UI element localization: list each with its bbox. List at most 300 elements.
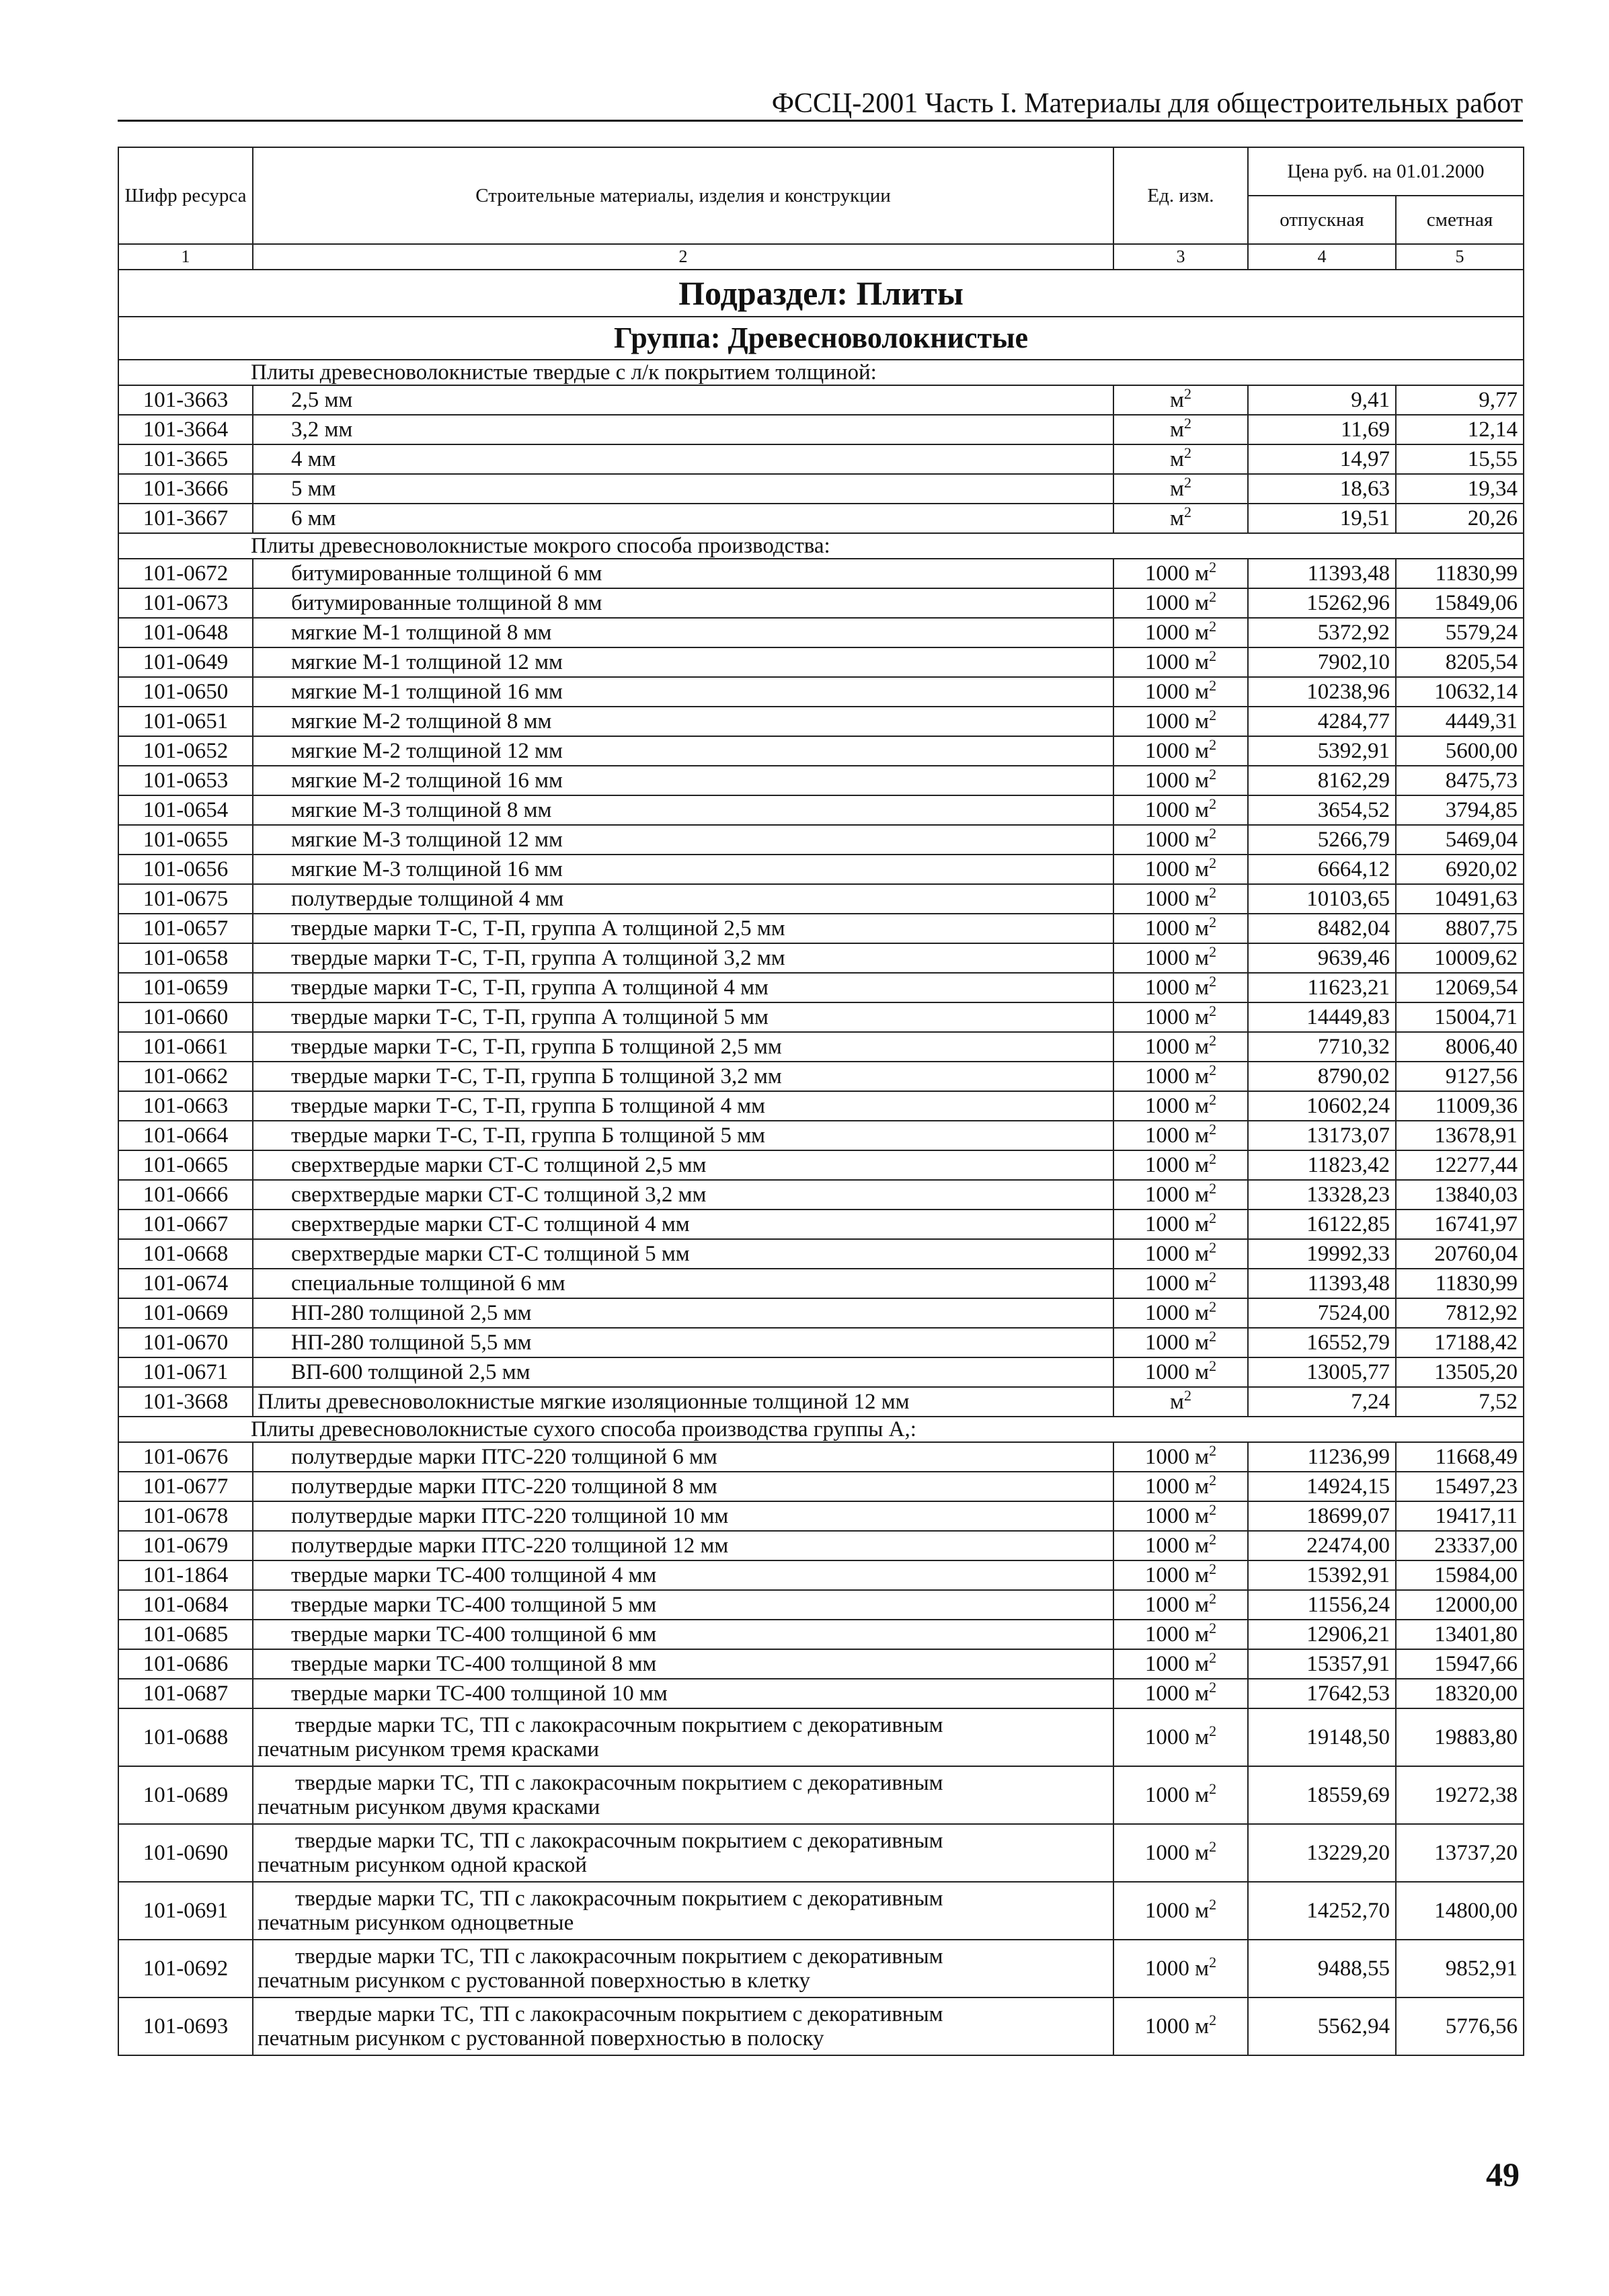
estimate-price: 5776,56 bbox=[1396, 1997, 1524, 2055]
table-row bbox=[118, 1882, 1524, 1940]
unit-text: 1000 м bbox=[1144, 946, 1210, 970]
release-price: 5266,79 bbox=[1248, 825, 1396, 855]
page-number: 49 bbox=[1486, 2155, 1520, 2193]
col-header-price-text: Цена руб. на 01.01.2000 bbox=[1287, 161, 1485, 182]
resource-code: 101-0689 bbox=[118, 1766, 253, 1824]
release-price: 15392,91 bbox=[1248, 1560, 1396, 1590]
unit-cell bbox=[1113, 677, 1248, 707]
unit-exponent: 2 bbox=[1209, 825, 1217, 842]
unit-text: 1000 м bbox=[1144, 1094, 1210, 1118]
col-header-estimate-text: сметная bbox=[1426, 209, 1493, 231]
unit-text: 1000 м bbox=[1144, 857, 1210, 881]
resource-code: 101-0692 bbox=[118, 1940, 253, 1997]
unit-text: м bbox=[1170, 477, 1184, 501]
unit-cell bbox=[1113, 1882, 1248, 1940]
release-price: 11623,21 bbox=[1248, 973, 1396, 1002]
estimate-price: 14800,00 bbox=[1396, 1882, 1524, 1940]
unit-text: м bbox=[1170, 506, 1184, 530]
unit-text: 1000 м bbox=[1144, 887, 1210, 911]
table-row bbox=[118, 855, 1524, 884]
unit-cell bbox=[1113, 943, 1248, 973]
unit-exponent: 2 bbox=[1209, 1121, 1217, 1138]
item-name-line1: твердые марки ТС, ТП с лакокрасочным покрытием с декоративным bbox=[295, 1887, 943, 1911]
unit-exponent: 2 bbox=[1209, 736, 1217, 753]
unit-text: 1000 м bbox=[1144, 1725, 1210, 1749]
resource-code: 101-0679 bbox=[118, 1531, 253, 1560]
item-name: твердые марки ТС-400 толщиной 6 мм bbox=[253, 1620, 1113, 1649]
release-price: 19148,50 bbox=[1248, 1708, 1396, 1766]
unit-cell bbox=[1113, 1590, 1248, 1620]
unit-exponent: 2 bbox=[1209, 1501, 1217, 1518]
estimate-price: 8807,75 bbox=[1396, 914, 1524, 943]
release-price: 9488,55 bbox=[1248, 1940, 1396, 1997]
release-price: 10103,65 bbox=[1248, 884, 1396, 914]
unit-text: м bbox=[1170, 447, 1184, 471]
resource-code: 101-3664 bbox=[118, 415, 253, 444]
unit-cell bbox=[1113, 618, 1248, 647]
col-header-release-text: отпускная bbox=[1280, 209, 1364, 231]
item-name: сверхтвердые марки СТ-С толщиной 4 мм bbox=[253, 1210, 1113, 1239]
estimate-price: 11830,99 bbox=[1396, 1269, 1524, 1298]
item-name: 5 мм bbox=[253, 474, 1113, 504]
release-price: 13328,23 bbox=[1248, 1180, 1396, 1210]
table-row bbox=[118, 444, 1524, 474]
unit-text: м bbox=[1170, 388, 1184, 412]
unit-exponent: 2 bbox=[1183, 504, 1191, 520]
release-price: 10238,96 bbox=[1248, 677, 1396, 707]
item-name bbox=[253, 1882, 1113, 1940]
unit-text: 1000 м bbox=[1144, 1183, 1210, 1207]
unit-cell bbox=[1113, 1091, 1248, 1121]
unit-exponent: 2 bbox=[1209, 973, 1217, 990]
unit-text: 1000 м bbox=[1144, 680, 1210, 704]
resource-code: 101-0660 bbox=[118, 1002, 253, 1032]
item-name-line1: твердые марки ТС, ТП с лакокрасочным покрытием с декоративным bbox=[295, 2002, 943, 2026]
table-row bbox=[118, 385, 1524, 415]
unit-cell bbox=[1113, 1501, 1248, 1531]
resource-code: 101-0667 bbox=[118, 1210, 253, 1239]
materials-price-table bbox=[118, 147, 1524, 2056]
estimate-price: 11009,36 bbox=[1396, 1091, 1524, 1121]
unit-exponent: 2 bbox=[1183, 415, 1191, 432]
unit-cell bbox=[1113, 1150, 1248, 1180]
item-name: твердые марки Т-С, Т-П, группа А толщиной 5 мм bbox=[253, 1002, 1113, 1032]
item-name: мягкие М-2 толщиной 8 мм bbox=[253, 707, 1113, 736]
estimate-price: 15,55 bbox=[1396, 444, 1524, 474]
release-price: 17642,53 bbox=[1248, 1679, 1396, 1708]
table-row bbox=[118, 504, 1524, 533]
resource-code: 101-0665 bbox=[118, 1150, 253, 1180]
item-name: твердые марки Т-С, Т-П, группа А толщиной 3,2 мм bbox=[253, 943, 1113, 973]
unit-exponent: 2 bbox=[1209, 1328, 1217, 1345]
unit-text: 1000 м bbox=[1144, 1622, 1210, 1647]
release-price: 14,97 bbox=[1248, 444, 1396, 474]
release-price: 18699,07 bbox=[1248, 1501, 1396, 1531]
estimate-price: 13737,20 bbox=[1396, 1824, 1524, 1882]
subgroup-label-row bbox=[118, 533, 1524, 559]
release-price: 7902,10 bbox=[1248, 647, 1396, 677]
table-row bbox=[118, 1679, 1524, 1708]
subgroup-label: Плиты древесноволокнистые мокрого способа производства: bbox=[118, 533, 1524, 559]
release-price: 12906,21 bbox=[1248, 1620, 1396, 1649]
estimate-price: 15849,06 bbox=[1396, 588, 1524, 618]
item-name: 3,2 мм bbox=[253, 415, 1113, 444]
estimate-price: 19883,80 bbox=[1396, 1708, 1524, 1766]
unit-cell bbox=[1113, 1328, 1248, 1357]
col-header-price bbox=[1248, 147, 1524, 196]
item-name: твердые марки Т-С, Т-П, группа Б толщиной 5 мм bbox=[253, 1121, 1113, 1150]
unit-cell bbox=[1113, 707, 1248, 736]
unit-exponent: 2 bbox=[1209, 943, 1217, 960]
resource-code: 101-0677 bbox=[118, 1472, 253, 1501]
unit-exponent: 2 bbox=[1209, 618, 1217, 635]
unit-cell bbox=[1113, 1940, 1248, 1997]
table-row bbox=[118, 766, 1524, 795]
item-name: полутвердые марки ПТС-220 толщиной 6 мм bbox=[253, 1442, 1113, 1472]
unit-exponent: 2 bbox=[1209, 1679, 1217, 1696]
resource-code: 101-0674 bbox=[118, 1269, 253, 1298]
unit-text: 1000 м bbox=[1144, 1841, 1210, 1865]
estimate-price: 23337,00 bbox=[1396, 1531, 1524, 1560]
table-row bbox=[118, 1269, 1524, 1298]
item-name: твердые марки Т-С, Т-П, группа А толщиной 4 мм bbox=[253, 973, 1113, 1002]
unit-text: 1000 м bbox=[1144, 1271, 1210, 1296]
unit-text: 1000 м bbox=[1144, 1360, 1210, 1384]
resource-code: 101-0669 bbox=[118, 1298, 253, 1328]
resource-code: 101-0686 bbox=[118, 1649, 253, 1679]
unit-text: 1000 м bbox=[1144, 709, 1210, 734]
release-price: 11393,48 bbox=[1248, 1269, 1396, 1298]
unit-text: 1000 м bbox=[1144, 1563, 1210, 1587]
resource-code: 101-0659 bbox=[118, 973, 253, 1002]
resource-code: 101-0658 bbox=[118, 943, 253, 973]
item-name: твердые марки ТС-400 толщиной 8 мм bbox=[253, 1649, 1113, 1679]
estimate-price: 7,52 bbox=[1396, 1387, 1524, 1417]
table-row bbox=[118, 1180, 1524, 1210]
unit-exponent: 2 bbox=[1209, 1002, 1217, 1019]
unit-text: 1000 м bbox=[1144, 650, 1210, 674]
release-price: 13173,07 bbox=[1248, 1121, 1396, 1150]
release-price: 6664,12 bbox=[1248, 855, 1396, 884]
resource-code: 101-0663 bbox=[118, 1091, 253, 1121]
estimate-price: 8475,73 bbox=[1396, 766, 1524, 795]
table-row bbox=[118, 1150, 1524, 1180]
estimate-price: 12,14 bbox=[1396, 415, 1524, 444]
estimate-price: 15947,66 bbox=[1396, 1649, 1524, 1679]
item-name: твердые марки ТС-400 толщиной 4 мм bbox=[253, 1560, 1113, 1590]
unit-exponent: 2 bbox=[1209, 677, 1217, 694]
unit-cell bbox=[1113, 647, 1248, 677]
resource-code: 101-0648 bbox=[118, 618, 253, 647]
resource-code: 101-0687 bbox=[118, 1679, 253, 1708]
resource-code: 101-0672 bbox=[118, 559, 253, 588]
release-price: 3654,52 bbox=[1248, 795, 1396, 825]
unit-cell bbox=[1113, 415, 1248, 444]
item-name-line2: печатным рисунком одной краской bbox=[258, 1853, 587, 1877]
item-name: сверхтвердые марки СТ-С толщиной 3,2 мм bbox=[253, 1180, 1113, 1210]
unit-cell bbox=[1113, 444, 1248, 474]
estimate-price: 10009,62 bbox=[1396, 943, 1524, 973]
item-name bbox=[253, 1766, 1113, 1824]
group-row bbox=[118, 317, 1524, 360]
estimate-price: 19417,11 bbox=[1396, 1501, 1524, 1531]
item-name: ВП-600 толщиной 2,5 мм bbox=[253, 1357, 1113, 1387]
table-row bbox=[118, 1032, 1524, 1062]
resource-code: 101-3663 bbox=[118, 385, 253, 415]
item-name bbox=[253, 1708, 1113, 1766]
item-name: полутвердые марки ПТС-220 толщиной 10 мм bbox=[253, 1501, 1113, 1531]
table-row bbox=[118, 1387, 1524, 1417]
subsection-title: Подраздел: Плиты bbox=[118, 270, 1524, 317]
item-name-line2: печатным рисунком тремя красками bbox=[258, 1737, 599, 1761]
resource-code: 101-0671 bbox=[118, 1357, 253, 1387]
item-name: мягкие М-1 толщиной 12 мм bbox=[253, 647, 1113, 677]
item-name: мягкие М-3 толщиной 12 мм bbox=[253, 825, 1113, 855]
release-price: 15262,96 bbox=[1248, 588, 1396, 618]
item-name bbox=[253, 1824, 1113, 1882]
resource-code: 101-0678 bbox=[118, 1501, 253, 1531]
unit-cell bbox=[1113, 1121, 1248, 1150]
col-header-release bbox=[1248, 196, 1396, 244]
unit-cell bbox=[1113, 736, 1248, 766]
estimate-price: 20760,04 bbox=[1396, 1239, 1524, 1269]
estimate-price: 9852,91 bbox=[1396, 1940, 1524, 1997]
unit-exponent: 2 bbox=[1209, 1210, 1217, 1226]
table-row bbox=[118, 1121, 1524, 1150]
unit-exponent: 2 bbox=[1209, 1954, 1217, 1971]
release-price: 11556,24 bbox=[1248, 1590, 1396, 1620]
unit-cell bbox=[1113, 1210, 1248, 1239]
resource-code: 101-0650 bbox=[118, 677, 253, 707]
table-row bbox=[118, 1649, 1524, 1679]
table-row bbox=[118, 1210, 1524, 1239]
unit-text: 1000 м bbox=[1144, 1331, 1210, 1355]
col-header-unit-text: Ед. изм. bbox=[1147, 185, 1214, 206]
release-price: 19,51 bbox=[1248, 504, 1396, 533]
estimate-price: 12000,00 bbox=[1396, 1590, 1524, 1620]
header-rule bbox=[118, 120, 1523, 122]
release-price: 9639,46 bbox=[1248, 943, 1396, 973]
col-number: 5 bbox=[1396, 244, 1524, 270]
unit-text: 1000 м bbox=[1144, 1681, 1210, 1706]
release-price: 22474,00 bbox=[1248, 1531, 1396, 1560]
header-row-1 bbox=[118, 147, 1524, 196]
item-name: мягкие М-3 толщиной 16 мм bbox=[253, 855, 1113, 884]
estimate-price: 10491,63 bbox=[1396, 884, 1524, 914]
unit-text: 1000 м bbox=[1144, 798, 1210, 822]
estimate-price: 13505,20 bbox=[1396, 1357, 1524, 1387]
release-price: 14449,83 bbox=[1248, 1002, 1396, 1032]
item-name-line1: твердые марки ТС, ТП с лакокрасочным покрытием с декоративным bbox=[295, 1713, 943, 1737]
table-row bbox=[118, 1442, 1524, 1472]
unit-exponent: 2 bbox=[1209, 1531, 1217, 1548]
table-row bbox=[118, 1328, 1524, 1357]
col-header-code bbox=[118, 147, 253, 244]
table-row bbox=[118, 1766, 1524, 1824]
release-price: 11,69 bbox=[1248, 415, 1396, 444]
table-row bbox=[118, 707, 1524, 736]
table-row bbox=[118, 1357, 1524, 1387]
release-price: 5562,94 bbox=[1248, 1997, 1396, 2055]
unit-exponent: 2 bbox=[1209, 1269, 1217, 1285]
unit-text: 1000 м bbox=[1144, 1242, 1210, 1266]
unit-text: м bbox=[1170, 1390, 1184, 1414]
unit-text: 1000 м bbox=[1144, 1123, 1210, 1148]
table-row bbox=[118, 795, 1524, 825]
item-name-line2: печатным рисунком с рустованной поверхностью в клетку bbox=[258, 1969, 810, 1993]
release-price: 5392,91 bbox=[1248, 736, 1396, 766]
resource-code: 101-0684 bbox=[118, 1590, 253, 1620]
unit-exponent: 2 bbox=[1209, 1442, 1217, 1459]
unit-text: 1000 м bbox=[1144, 1652, 1210, 1676]
item-name-line1: твердые марки ТС, ТП с лакокрасочным покрытием с декоративным bbox=[295, 1771, 943, 1795]
resource-code: 101-0651 bbox=[118, 707, 253, 736]
item-name-line2: печатным рисунком двумя красками bbox=[258, 1795, 600, 1819]
item-name: мягкие М-1 толщиной 8 мм bbox=[253, 618, 1113, 647]
table-row bbox=[118, 736, 1524, 766]
release-price: 8482,04 bbox=[1248, 914, 1396, 943]
unit-text: 1000 м bbox=[1144, 768, 1210, 793]
table-row bbox=[118, 618, 1524, 647]
estimate-price: 16741,97 bbox=[1396, 1210, 1524, 1239]
resource-code: 101-0676 bbox=[118, 1442, 253, 1472]
item-name: НП-280 толщиной 5,5 мм bbox=[253, 1328, 1113, 1357]
unit-cell bbox=[1113, 1472, 1248, 1501]
resource-code: 101-0657 bbox=[118, 914, 253, 943]
release-price: 15357,91 bbox=[1248, 1649, 1396, 1679]
unit-text: 1000 м bbox=[1144, 828, 1210, 852]
estimate-price: 12069,54 bbox=[1396, 973, 1524, 1002]
unit-exponent: 2 bbox=[1209, 766, 1217, 783]
unit-cell bbox=[1113, 973, 1248, 1002]
col-header-unit bbox=[1113, 147, 1248, 244]
resource-code: 101-0661 bbox=[118, 1032, 253, 1062]
release-price: 16122,85 bbox=[1248, 1210, 1396, 1239]
unit-text: 1000 м bbox=[1144, 1301, 1210, 1325]
item-name: сверхтвердые марки СТ-С толщиной 5 мм bbox=[253, 1239, 1113, 1269]
unit-text: 1000 м bbox=[1144, 739, 1210, 763]
unit-exponent: 2 bbox=[1209, 588, 1217, 605]
unit-cell bbox=[1113, 1269, 1248, 1298]
unit-exponent: 2 bbox=[1209, 1838, 1217, 1855]
unit-exponent: 2 bbox=[1209, 1896, 1217, 1913]
resource-code: 101-0666 bbox=[118, 1180, 253, 1210]
unit-exponent: 2 bbox=[1209, 1723, 1217, 1739]
release-price: 7710,32 bbox=[1248, 1032, 1396, 1062]
estimate-price: 8006,40 bbox=[1396, 1032, 1524, 1062]
resource-code: 101-0652 bbox=[118, 736, 253, 766]
estimate-price: 13840,03 bbox=[1396, 1180, 1524, 1210]
unit-cell bbox=[1113, 1062, 1248, 1091]
release-price: 18559,69 bbox=[1248, 1766, 1396, 1824]
resource-code: 101-0654 bbox=[118, 795, 253, 825]
unit-text: 1000 м bbox=[1144, 2014, 1210, 2038]
release-price: 14924,15 bbox=[1248, 1472, 1396, 1501]
unit-exponent: 2 bbox=[1209, 1357, 1217, 1374]
unit-cell bbox=[1113, 559, 1248, 588]
table-row bbox=[118, 884, 1524, 914]
table-row bbox=[118, 415, 1524, 444]
unit-exponent: 2 bbox=[1209, 1032, 1217, 1049]
estimate-price: 13678,91 bbox=[1396, 1121, 1524, 1150]
unit-cell bbox=[1113, 1997, 1248, 2055]
unit-cell bbox=[1113, 1002, 1248, 1032]
estimate-price: 11668,49 bbox=[1396, 1442, 1524, 1472]
table-row bbox=[118, 1239, 1524, 1269]
estimate-price: 5579,24 bbox=[1396, 618, 1524, 647]
unit-text: 1000 м bbox=[1144, 1445, 1210, 1469]
item-name: битумированные толщиной 6 мм bbox=[253, 559, 1113, 588]
item-name: мягкие М-2 толщиной 16 мм bbox=[253, 766, 1113, 795]
unit-text: 1000 м bbox=[1144, 976, 1210, 1000]
unit-cell bbox=[1113, 1708, 1248, 1766]
resource-code: 101-0664 bbox=[118, 1121, 253, 1150]
table-row bbox=[118, 1620, 1524, 1649]
item-name: твердые марки Т-С, Т-П, группа Б толщиной 4 мм bbox=[253, 1091, 1113, 1121]
subgroup-label-row bbox=[118, 1417, 1524, 1442]
unit-exponent: 2 bbox=[1209, 1780, 1217, 1797]
resource-code: 101-0675 bbox=[118, 884, 253, 914]
release-price: 13005,77 bbox=[1248, 1357, 1396, 1387]
table-row bbox=[118, 1997, 1524, 2055]
unit-cell bbox=[1113, 914, 1248, 943]
estimate-price: 12277,44 bbox=[1396, 1150, 1524, 1180]
item-name: 4 мм bbox=[253, 444, 1113, 474]
release-price: 13229,20 bbox=[1248, 1824, 1396, 1882]
estimate-price: 6920,02 bbox=[1396, 855, 1524, 884]
item-name-line2: печатным рисунком с рустованной поверхностью в полоску bbox=[258, 2026, 824, 2051]
unit-text: 1000 м bbox=[1144, 1899, 1210, 1923]
resource-code: 101-0693 bbox=[118, 1997, 253, 2055]
estimate-price: 5469,04 bbox=[1396, 825, 1524, 855]
unit-text: 1000 м bbox=[1144, 1783, 1210, 1807]
unit-text: 1000 м bbox=[1144, 1504, 1210, 1528]
release-price: 7,24 bbox=[1248, 1387, 1396, 1417]
unit-exponent: 2 bbox=[1209, 647, 1217, 664]
unit-text: 1000 м bbox=[1144, 916, 1210, 941]
unit-exponent: 2 bbox=[1209, 855, 1217, 871]
unit-exponent: 2 bbox=[1209, 1590, 1217, 1607]
table-body bbox=[118, 147, 1524, 2055]
item-name: полутвердые толщиной 4 мм bbox=[253, 884, 1113, 914]
release-price: 4284,77 bbox=[1248, 707, 1396, 736]
release-price: 11236,99 bbox=[1248, 1442, 1396, 1472]
table-row bbox=[118, 559, 1524, 588]
running-header: ФССЦ-2001 Часть I. Материалы для общестроительных работ bbox=[771, 88, 1523, 119]
estimate-price: 10632,14 bbox=[1396, 677, 1524, 707]
release-price: 18,63 bbox=[1248, 474, 1396, 504]
resource-code: 101-0685 bbox=[118, 1620, 253, 1649]
unit-exponent: 2 bbox=[1209, 1239, 1217, 1256]
item-name: твердые марки Т-С, Т-П, группа А толщиной 2,5 мм bbox=[253, 914, 1113, 943]
table-row bbox=[118, 825, 1524, 855]
table-row bbox=[118, 914, 1524, 943]
item-name: твердые марки ТС-400 толщиной 10 мм bbox=[253, 1679, 1113, 1708]
unit-exponent: 2 bbox=[1209, 559, 1217, 576]
unit-cell bbox=[1113, 1357, 1248, 1387]
table-row bbox=[118, 1472, 1524, 1501]
estimate-price: 13401,80 bbox=[1396, 1620, 1524, 1649]
unit-cell bbox=[1113, 825, 1248, 855]
unit-cell bbox=[1113, 855, 1248, 884]
item-name: твердые марки Т-С, Т-П, группа Б толщиной 2,5 мм bbox=[253, 1032, 1113, 1062]
table-row bbox=[118, 1091, 1524, 1121]
item-name: твердые марки ТС-400 толщиной 5 мм bbox=[253, 1590, 1113, 1620]
unit-exponent: 2 bbox=[1183, 385, 1191, 402]
item-name-line2: печатным рисунком одноцветные bbox=[258, 1911, 574, 1935]
unit-exponent: 2 bbox=[1209, 795, 1217, 812]
table-row bbox=[118, 1824, 1524, 1882]
